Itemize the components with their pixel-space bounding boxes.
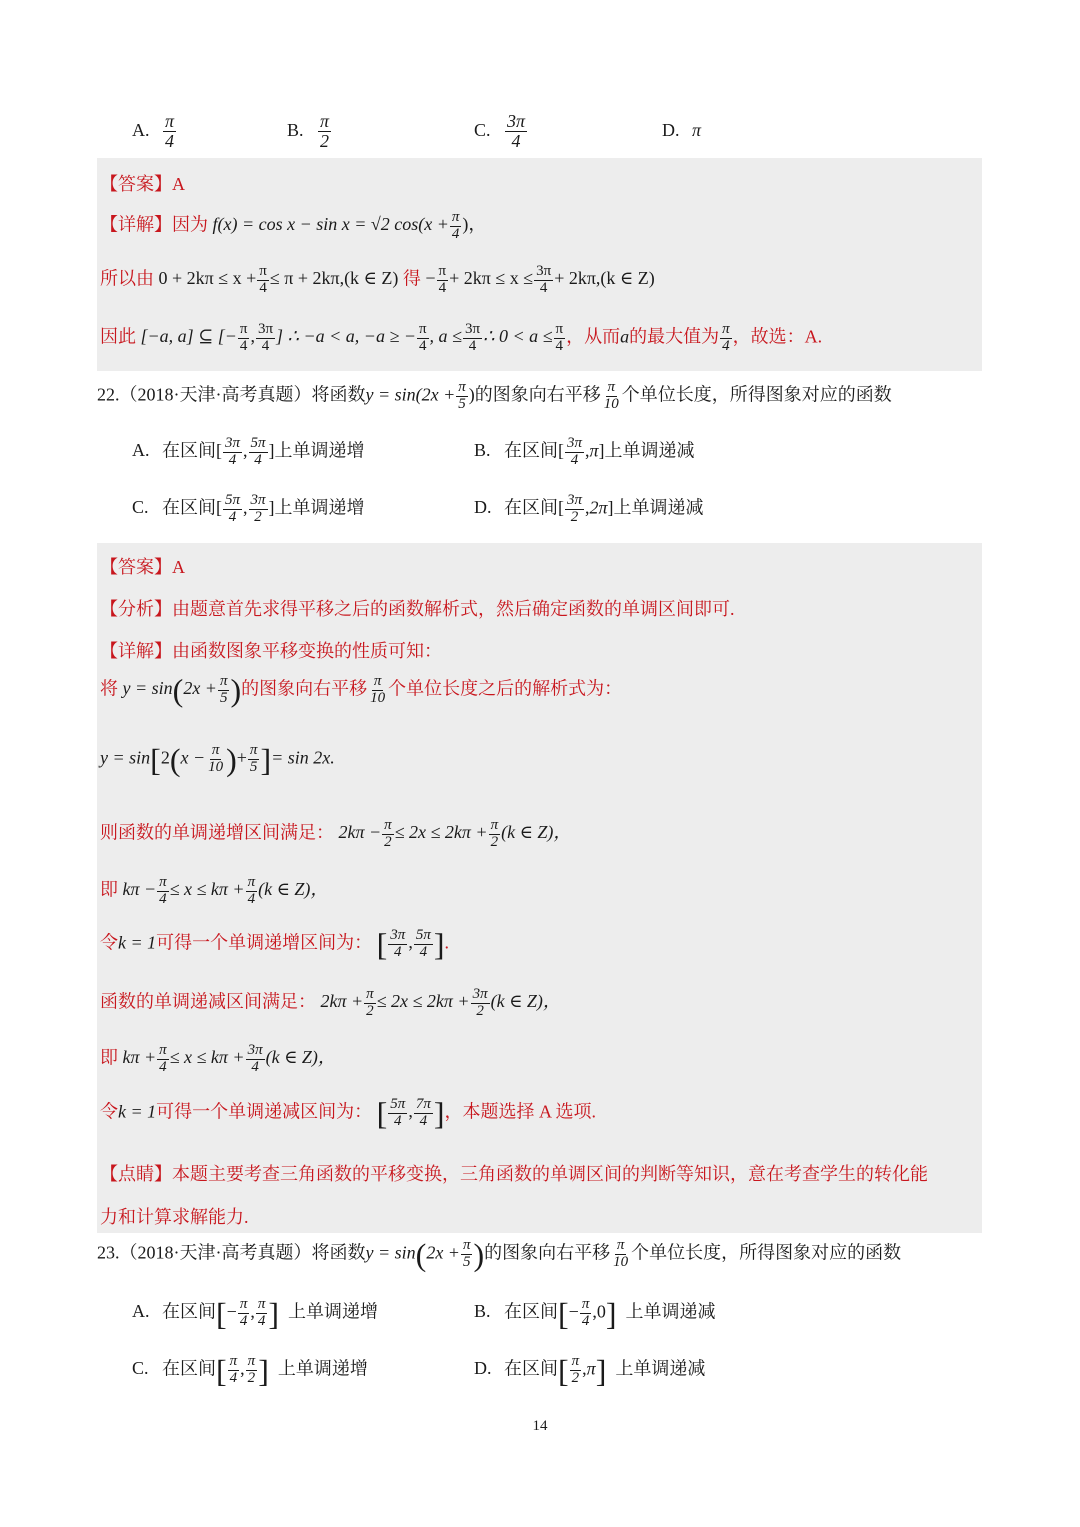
q23-option-a: A. 在区间[− $\frac{\pi}{4}$ , $\frac{\pi}{4}$ ] 上单调递增 — [132, 1295, 378, 1332]
q22-detail-l3: 则函数的单调递增区间满足： 2kπ − $\frac{\pi}{2}$ ≤ 2x ≤ 2kπ + $\frac{\pi}{2}$ (k ∈ Z)， — [100, 817, 572, 850]
q21-option-d: D. π — [662, 120, 702, 140]
q21-answer: 【答案】A — [100, 174, 185, 194]
q22-detail-l5: 令k = 1可得一个单调递增区间为： [ $\frac{3\pi}{4}$ , $\frac{5\pi}{4}$ ]. — [100, 926, 449, 963]
q22-option-d: D. 在区间[ $\frac{3\pi}{2}$ ,2π]上单调递减 — [474, 492, 704, 525]
q22-tip: 【点睛】本题主要考查三角函数的平移变换，三角函数的单调区间的判断等知识，意在考查学生的转化能 — [100, 1164, 928, 1184]
q22-detail-l1: 将 y = sin(2x + $\frac{\pi}{5}$ )的图象向右平移 $\frac{\pi}{10}$ 个单位长度之后的解析式为： — [100, 672, 623, 709]
q23-stem: 23.（2018·天津·高考真题）将函数y = sin(2x + $\frac{\pi}{5}$ )的图象向右平移 $\frac{\pi}{10}$ 个单位长度，所得图象对应的函数 — [97, 1236, 902, 1273]
q21-detail-line2: 所以由 0 + 2kπ ≤ x + $\frac{\pi}{4}$ ≤ π + 2kπ,(k ∈ Z) 得 − $\frac{\pi}{4}$ + 2kπ ≤ x ≤ $\frac{3\pi}{4}$ + 2kπ,(k ∈ Z) — [100, 263, 655, 296]
q21-option-c: C. $\frac{3\pi}{4}$ — [474, 111, 526, 151]
q22-option-c: C. 在区间[ $\frac{5\pi}{4}$ , $\frac{3\pi}{2}$ ]上单调递增 — [132, 492, 365, 525]
q22-option-b: B. 在区间[ $\frac{3\pi}{4}$ ,π]上单调递减 — [474, 435, 695, 468]
q22-analysis: 【分析】由题意首先求得平移之后的函数解析式，然后确定函数的单调区间即可. — [100, 599, 735, 619]
page-number: 14 — [532, 1418, 548, 1434]
q22-answer: 【答案】A — [100, 557, 185, 577]
q21-detail-line3: 因此 [−a, a] ⊆ [− $\frac{\pi}{4}$ , $\frac{3\pi}{4}$ ] ∴ −a < a, −a ≥ − $\frac{\pi}{4}$ , a ≤ $\frac{3\pi}{4}$ ∴ 0 < a ≤ $\frac{\pi}{4}$ ，从而a的最大值为 $\frac{\pi}{4}$ ，故选：A. — [100, 321, 823, 354]
q22-detail-l6: 函数的单调递减区间满足： 2kπ + $\frac{\pi}{2}$ ≤ 2x ≤ 2kπ + $\frac{3\pi}{2}$ (k ∈ Z)， — [100, 986, 561, 1019]
q23-option-d: D. 在区间[ $\frac{\pi}{2}$ ,π] 上单调递减 — [474, 1352, 706, 1389]
q21-option-b: B. $\frac{\pi}{2}$ — [287, 111, 330, 151]
q22-detail-l8: 令k = 1可得一个单调递减区间为： [ $\frac{5\pi}{4}$ , $\frac{7\pi}{4}$ ]，本题选择 A 选项. — [100, 1095, 596, 1132]
q23-option-b: B. 在区间[− $\frac{\pi}{4}$ ,0] 上单调递减 — [474, 1295, 716, 1332]
q22-stem: 22.（2018·天津·高考真题）将函数y = sin(2x + $\frac{\pi}{5}$ )的图象向右平移 $\frac{\pi}{10}$ 个单位长度，所得图象对应的函数 — [97, 379, 892, 412]
q22-detail-l2: y = sin[2(x − $\frac{\pi}{10}$ )+ $\frac{\pi}{5}$ ]= sin 2x. — [100, 741, 335, 778]
q23-option-c: C. 在区间[ $\frac{\pi}{4}$ , $\frac{\pi}{2}$ ] 上单调递增 — [132, 1352, 368, 1389]
q22-detail-l4: 即 kπ − $\frac{\pi}{4}$ ≤ x ≤ kπ + $\frac{\pi}{4}$ (k ∈ Z)， — [100, 874, 329, 907]
q22-detail-l7: 即 kπ + $\frac{\pi}{4}$ ≤ x ≤ kπ + $\frac{3\pi}{4}$ (k ∈ Z)， — [100, 1042, 336, 1075]
q21-option-a: A. $\frac{\pi}{4}$ — [132, 111, 175, 151]
q22-detail: 【详解】由函数图象平移变换的性质可知： — [100, 641, 442, 661]
q22-option-a: A. 在区间[ $\frac{3\pi}{4}$ , $\frac{5\pi}{4}$ ]上单调递增 — [132, 435, 365, 468]
q22-tip-line2: 力和计算求解能力. — [100, 1207, 249, 1227]
q21-detail: 【详解】因为 f(x) = cos x − sin x = √2 cos(x + $\frac{\pi}{4}$ )， — [100, 209, 487, 242]
